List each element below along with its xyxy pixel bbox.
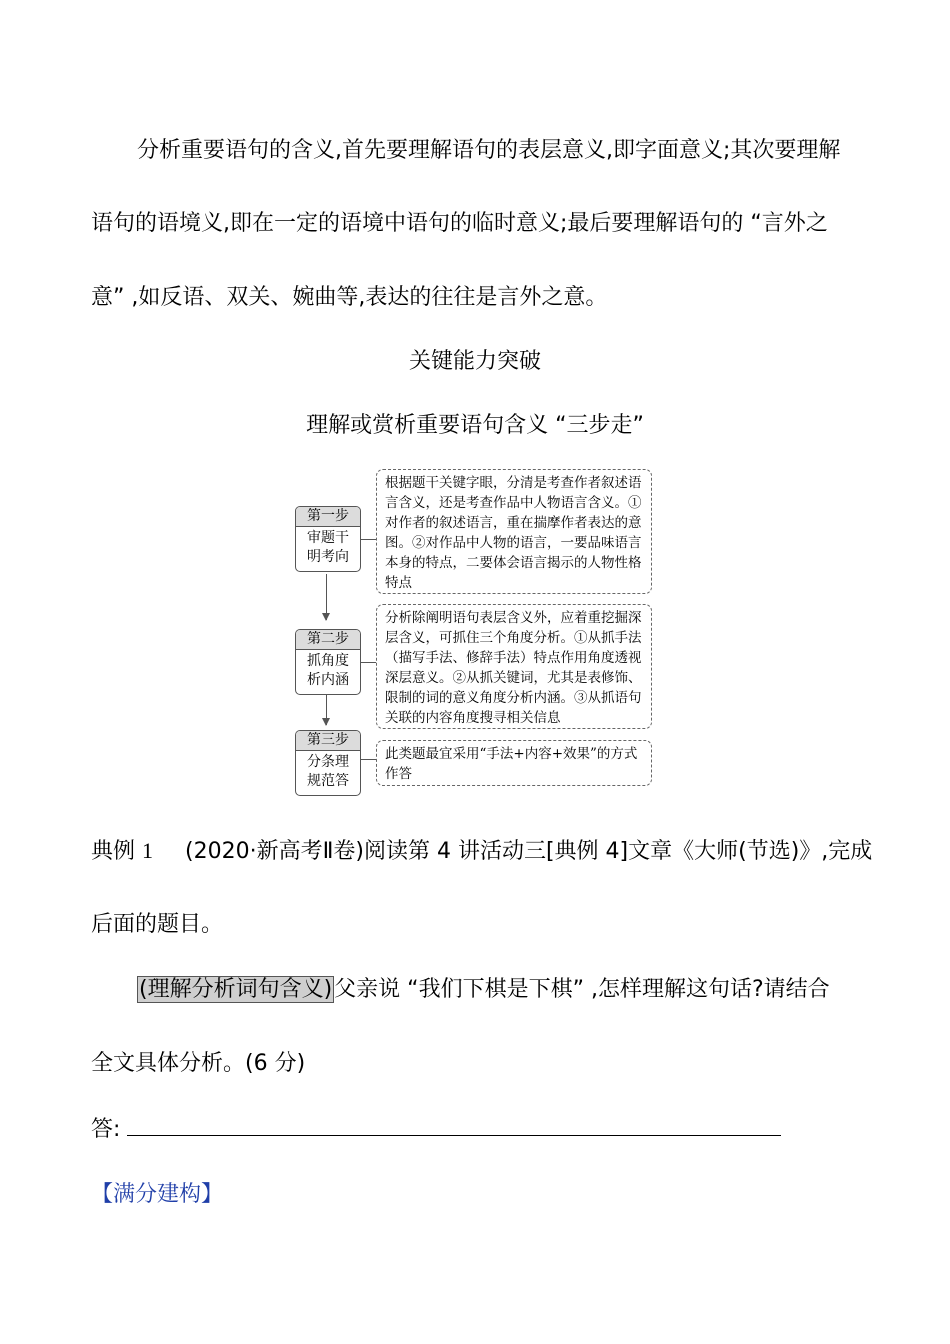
step-2-body-line-1: 抓角度 <box>307 653 349 669</box>
step-1-body-line-1: 审题干 <box>307 530 349 546</box>
question-line-1 <box>137 975 907 1005</box>
connector-3 <box>361 759 376 760</box>
step-3-body-line-1: 分条理 <box>307 754 349 770</box>
step-1-box <box>295 506 361 572</box>
down-arrow-icon <box>326 695 327 725</box>
intro-line-2: 语句的语境义,即在一定的语境中语句的临时意义;最后要理解语句的 “言外之 <box>91 211 828 236</box>
example-line-1 <box>91 836 873 867</box>
answer-row <box>91 1115 861 1145</box>
example-source: (2020·新高考Ⅱ卷)阅读第 4 讲活动三[典例 4]文章《大师(节选)》,完成 <box>185 839 873 864</box>
step-1-description: 根据题干关键字眼，分清是考查作者叙述语言含义，还是考查作品中人物语言含义。①对作者的叙述语言，重在揣摩作者表达的意图。②对作品中人物的语言，一要品味语言本身的特点，二要体会语言揭示的人物性格特点 <box>376 469 652 594</box>
question-tag: (理解分析词句含义) <box>139 977 333 1002</box>
intro-line-3: 意” ,如反语、双关、婉曲等,表达的往往是言外之意。 <box>91 285 608 310</box>
connector-2 <box>361 662 376 663</box>
step-3-body-line-2: 规范答 <box>307 773 349 789</box>
step-2-header: 第二步 <box>296 630 360 650</box>
answer-label: 答: <box>91 1117 121 1142</box>
connector-1 <box>361 539 376 540</box>
example-label: 典例 <box>91 839 136 864</box>
example-line-2: 后面的题目。 <box>91 912 224 937</box>
example-number: 1 <box>142 838 154 863</box>
question-line-2: 全文具体分析。(6 分) <box>91 1051 306 1076</box>
step-2-description: 分析除阐明语句表层含义外，应着重挖掘深层含义，可抓住三个角度分析。①从抓手法（描写手法、修辞手法）特点作用角度透视深层意义。②从抓关键词，尤其是表修饰、限制的词的意义角度分析内涵。③从抓语句关联的内容角度搜寻相关信息 <box>376 604 652 729</box>
step-3-box <box>295 730 361 796</box>
answer-blank[interactable] <box>127 1115 781 1136</box>
step-1-header: 第一步 <box>296 507 360 527</box>
step-2-box <box>295 629 361 695</box>
full-mark-heading: 【满分建构】 <box>91 1182 224 1207</box>
question-text: 父亲说 “我们下棋是下棋” ,怎样理解这句话?请结合 <box>334 977 830 1002</box>
section-title: 关键能力突破 <box>408 349 541 374</box>
step-3-header: 第三步 <box>296 731 360 751</box>
step-2-body-line-2: 析内涵 <box>307 672 349 688</box>
step-1-body-line-2: 明考向 <box>307 549 349 565</box>
down-arrow-icon <box>326 574 327 620</box>
step-3-description: 此类题最宜采用“手法+内容+效果”的方式作答 <box>376 740 652 786</box>
three-step-diagram <box>293 467 658 792</box>
intro-line-1: 分析重要语句的含义,首先要理解语句的表层意义,即字面意义;其次要理解 <box>137 138 841 163</box>
subtitle: 理解或赏析重要语句含义 “三步走” <box>306 413 644 438</box>
